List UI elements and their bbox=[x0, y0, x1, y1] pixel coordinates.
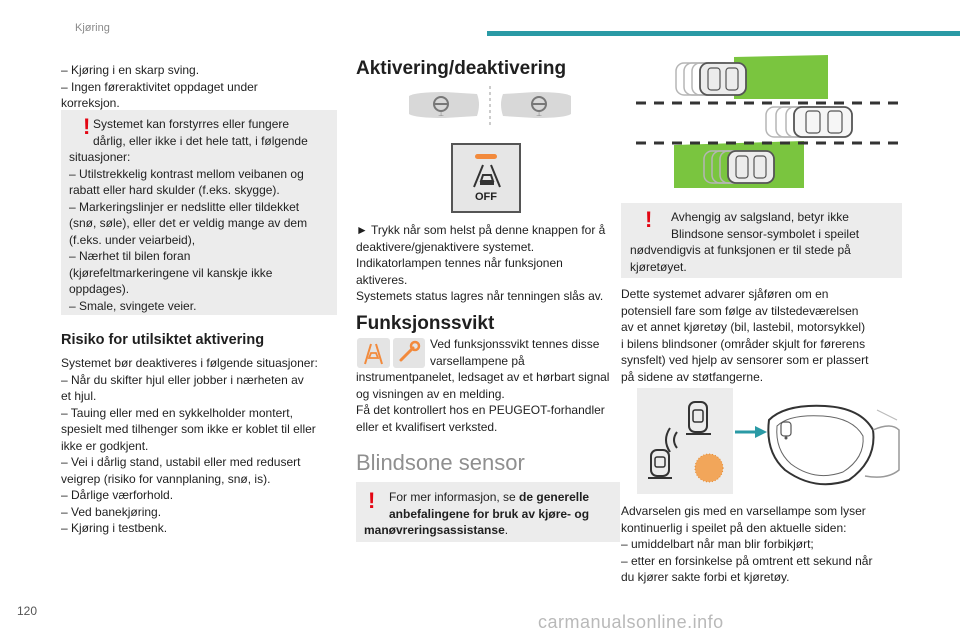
activation-line: aktiveres. bbox=[356, 272, 408, 287]
malfunction-line: instrumentpanelet, ledsaget av et hørbart signal bbox=[356, 370, 610, 384]
malfunction-line: og visningen av en melding. bbox=[356, 386, 505, 401]
warning-line: rabatt eller hard skulder (f.eks. skygge). bbox=[69, 183, 280, 197]
warning-icon: ! bbox=[368, 488, 376, 513]
watermark: carmanualsonline.info bbox=[538, 612, 724, 632]
warning-line: dårlig, eller ikke i det hele tatt, i følgende bbox=[93, 133, 308, 148]
warning-box-sales-country bbox=[621, 203, 902, 278]
alert-line: – umiddelbart når man blir forbikjørt; bbox=[621, 537, 814, 551]
activation-line: deaktivere/gjenaktivere systemet. bbox=[356, 239, 535, 254]
warning-icon: ! bbox=[645, 207, 653, 232]
warning-line: Blindsone sensor-symbolet i speilet bbox=[671, 226, 860, 241]
info-text: For mer informasjon, se bbox=[389, 490, 520, 504]
warning-icon: ! bbox=[83, 114, 91, 139]
system-line: på sidene av støtfangerne. bbox=[621, 369, 764, 384]
warning-line: (f.eks. under veiarbeid), bbox=[69, 232, 196, 247]
activation-text bbox=[356, 222, 621, 305]
system-line: synsfelt) ved hjelp av sensorer som er plassert bbox=[621, 353, 869, 367]
header-accent-bar bbox=[487, 31, 960, 36]
intro-line: – Ingen føreraktivitet oppdaget under bbox=[61, 79, 258, 94]
warning-line: Avhengig av salgsland, betyr ikke bbox=[671, 210, 849, 224]
svg-text:⊥: ⊥ bbox=[437, 110, 445, 118]
risk-line: et hjul. bbox=[61, 389, 97, 403]
risk-line: veigrep (risiko for vannplaning, snø, is). bbox=[61, 471, 271, 486]
warning-line: nødvendigvis at funksjonen er til stede på bbox=[630, 243, 851, 257]
blind-spot-heading: Blindsone sensor bbox=[356, 450, 525, 475]
warning-line: – Nærhet til bilen foran bbox=[69, 249, 191, 263]
system-description bbox=[621, 286, 906, 385]
pointer-arrow-icon bbox=[735, 426, 767, 438]
alert-line: kontinuerlig i speilet på den aktuelle siden: bbox=[621, 520, 847, 535]
risk-line: – Tauing eller med en sykkelholder montert, bbox=[61, 405, 293, 420]
alert-description bbox=[621, 503, 911, 586]
risk-line: spesielt med tilhenger som ikke er koblet til eller bbox=[61, 422, 316, 436]
mirror-illustration bbox=[405, 86, 575, 131]
info-bold: de generelle bbox=[519, 490, 590, 504]
warning-line: kjøretøyet. bbox=[630, 259, 687, 274]
info-line bbox=[364, 489, 616, 506]
intro-line: – Kjøring i en skarp sving. bbox=[61, 63, 200, 77]
activation-line: Indikatorlampen tennes når funksjonen bbox=[356, 256, 563, 270]
risk-line: – Vei i dårlig stand, ustabil eller med redusert bbox=[61, 455, 301, 469]
system-line: Dette systemet advarer sjåføren om en bbox=[621, 287, 829, 301]
risk-heading: Risiko for utilsiktet aktivering bbox=[61, 332, 265, 348]
section-title: Kjøring bbox=[75, 22, 110, 34]
warning-line: (kjørefeltmarkeringene vil kanskje ikke bbox=[69, 265, 273, 280]
risk-line: – Dårlige værforhold. bbox=[61, 488, 174, 502]
malfunction-line: Få det kontrollert hos en PEUGEOT-forhandler bbox=[356, 403, 605, 417]
warning-line: (snø, søle), eller det er veldig mange av dem bbox=[69, 216, 308, 230]
page-number: 120 bbox=[17, 604, 38, 618]
info-line bbox=[364, 522, 616, 539]
blind-spot-road-illustration bbox=[634, 55, 904, 190]
risk-text bbox=[61, 355, 346, 537]
off-label: OFF bbox=[475, 191, 497, 203]
malfunction-line: Ved funksjonssvikt tennes disse bbox=[430, 337, 600, 351]
alert-line: – etter en forsinkelse på omtrent ett sekund når bbox=[621, 553, 873, 568]
malfunction-line: varsellampene på bbox=[430, 353, 525, 368]
warning-box-disturbances bbox=[61, 110, 337, 315]
info-bold: anbefalingene for bruk av kjøre- og bbox=[389, 506, 590, 521]
car-road-icon bbox=[470, 163, 504, 189]
activation-heading: Aktivering/deaktivering bbox=[356, 58, 567, 79]
info-bold: manøvreringsassistanse bbox=[364, 523, 505, 537]
indicator-lamp bbox=[475, 154, 497, 159]
blind-spot-off-button[interactable] bbox=[451, 143, 521, 213]
risk-line: ikke er godkjent. bbox=[61, 438, 149, 453]
malfunction-line: eller et kvalifisert verksted. bbox=[356, 419, 498, 434]
warning-line: Systemet kan forstyrres eller fungere bbox=[93, 117, 290, 131]
info-box-recommendations bbox=[356, 482, 620, 542]
warning-line: – Markeringslinjer er nedslitte eller tildekket bbox=[69, 199, 300, 214]
warning-line: – Utilstrekkelig kontrast mellom veibanen og bbox=[69, 166, 304, 181]
malfunction-text bbox=[356, 336, 626, 435]
activation-line: Systemets status lagres når tenningen slås av. bbox=[356, 289, 604, 303]
risk-line: – Når du skifter hjul eller jobber i nærheten av bbox=[61, 372, 304, 387]
intro-line: korreksjon. bbox=[61, 96, 120, 110]
intro-text bbox=[61, 62, 341, 112]
risk-line: Systemet bør deaktiveres i følgende situasjoner: bbox=[61, 356, 318, 370]
activation-line: ► Trykk når som helst på denne knappen for å bbox=[356, 223, 606, 237]
system-line: i bilens blindsoner (områder skjult for førerens bbox=[621, 336, 866, 351]
side-mirror-illustration bbox=[765, 390, 903, 496]
malfunction-heading: Funksjonssvikt bbox=[356, 313, 495, 334]
alert-line: du kjører sakte forbi et kjøretøy. bbox=[621, 570, 790, 584]
risk-line: – Kjøring i testbenk. bbox=[61, 521, 168, 535]
risk-line: – Ved banekjøring. bbox=[61, 504, 162, 519]
alert-symbol-panel bbox=[637, 388, 733, 494]
warning-line: situasjoner: bbox=[69, 150, 131, 164]
info-end: . bbox=[504, 523, 509, 537]
warning-line: oppdages). bbox=[69, 282, 130, 296]
warning-line: – Smale, svingete veier. bbox=[69, 298, 197, 313]
system-line: potensiell fare som følge av tilstedeværelsen bbox=[621, 303, 859, 318]
svg-text:⊥: ⊥ bbox=[535, 110, 543, 118]
system-line: av et annet kjøretøy (bil, lastebil, motorsykkel) bbox=[621, 320, 866, 334]
alert-line: Advarselen gis med en varsellampe som lyser bbox=[621, 504, 866, 518]
